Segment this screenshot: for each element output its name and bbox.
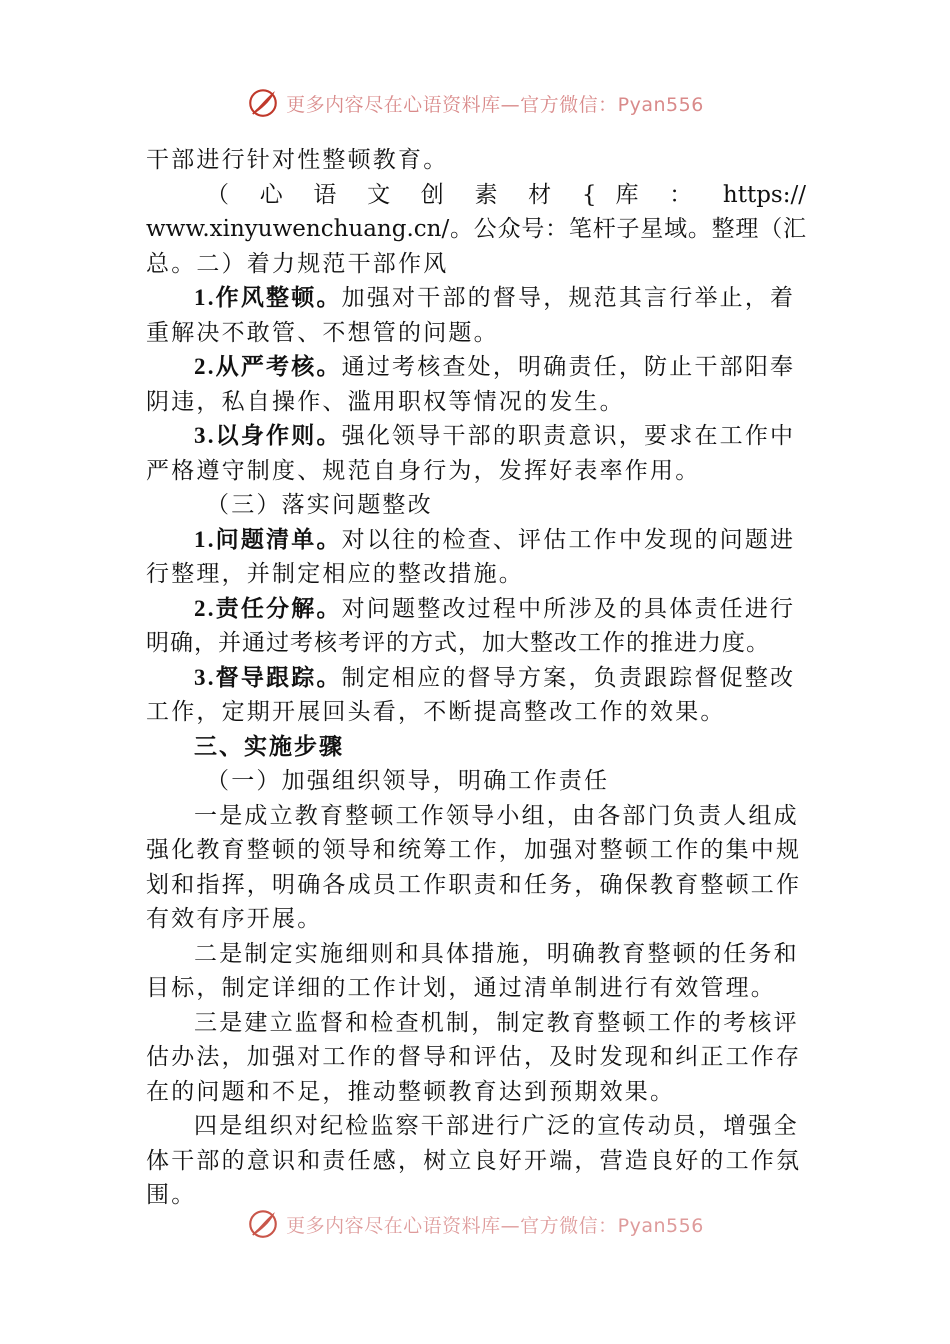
text-line: 重解决不敢管、不想管的问题。 [146,319,499,346]
item-title: 2.责任分解。 [194,595,342,621]
feather-pen-logo-icon [246,1207,280,1241]
text-line: 干部进行针对性整顿教育。 [146,147,449,173]
item-title: 3.以身作则。 [194,423,342,448]
text-line: 目标，制定详细的工作计划，通过清单制进行有效管理。 [146,975,776,1001]
text-line: 2.责任分解。对问题整改过程中所涉及的具体责任进行 [194,595,796,622]
text-line: 1.作风整顿。加强对干部的督导，规范其言行举止，着 [194,285,796,311]
item-title: 2.从严考核。 [194,354,342,379]
watermark-footer [0,1207,950,1241]
text-line: （ 心 语 文 创 素 材 { 库 ： https:// [206,181,806,208]
text-line: 划和指挥，明确各成员工作职责和任务，确保教育整顿工作 [146,871,802,898]
text-line: 1.问题清单。对以往的检查、评估工作中发现的问题进 [194,526,796,553]
text-line: 一是成立教育整顿工作领导小组，由各部门负责人组成 [194,802,799,829]
item-title: 3.督导跟踪。 [194,664,342,690]
text-line: 有效有序开展。 [146,906,323,932]
item-title: 1.作风整顿。 [194,285,342,310]
text-line: 四是组织对纪检监察干部进行广泛的宣传动员，增强全 [194,1113,799,1139]
text-line: www.xinyuwenchuang.cn/。公众号：笔杆子星域。整理（汇 [146,216,806,242]
text-line: 在的问题和不足，推动整顿教育达到预期效果。 [146,1078,676,1105]
text-line: 行整理，并制定相应的整改措施。 [146,561,524,587]
watermark-header [0,86,950,120]
text-line: 估办法，加强对工作的督导和评估，及时发现和纠正工作存 [146,1044,802,1070]
text-line: 二是制定实施细则和具体措施，明确教育整顿的任务和 [194,940,799,967]
watermark-text: 更多内容尽在心语资料库—官方微信：Pyan556 [286,1214,704,1237]
text-line: 强化教育整顿的领导和统筹工作，加强对整顿工作的集中规 [146,837,802,863]
text-line: 严格遵守制度、规范自身行为，发挥好表率作用。 [146,457,701,484]
text-line: 体干部的意识和责任感，树立良好开端，营造良好的工作氛 [146,1147,802,1174]
watermark-text: 更多内容尽在心语资料库—官方微信：Pyan556 [286,93,704,116]
text-line: 三是建立监督和检查机制，制定教育整顿工作的考核评 [194,1009,799,1036]
text-line: 围。 [146,1182,197,1208]
feather-pen-logo-icon [246,86,280,120]
text-line: 阴违，私自操作、滥用职权等情况的发生。 [146,388,625,415]
section-heading: （三）落实问题整改 [206,492,433,518]
text-line: 3.督导跟踪。制定相应的督导方案，负责跟踪督促整改 [194,664,796,691]
text-line: 3.以身作则。强化领导干部的职责意识，要求在工作中 [194,423,796,449]
text-line: 2.从严考核。通过考核查处，明确责任，防止干部阳奉 [194,354,796,380]
section-heading: （一）加强组织领导，明确工作责任 [206,768,610,794]
item-title: 1.问题清单。 [194,526,342,552]
text-line: 总。二）着力规范干部作风 [146,250,449,277]
chapter-heading: 三、实施步骤 [194,732,344,760]
text-line: 工作，定期开展回头看，不断提高整改工作的效果。 [146,699,726,725]
document-body [146,143,806,1213]
text-line: 明确，并通过考核考评的方式，加大整改工作的推进力度。 [146,630,770,656]
